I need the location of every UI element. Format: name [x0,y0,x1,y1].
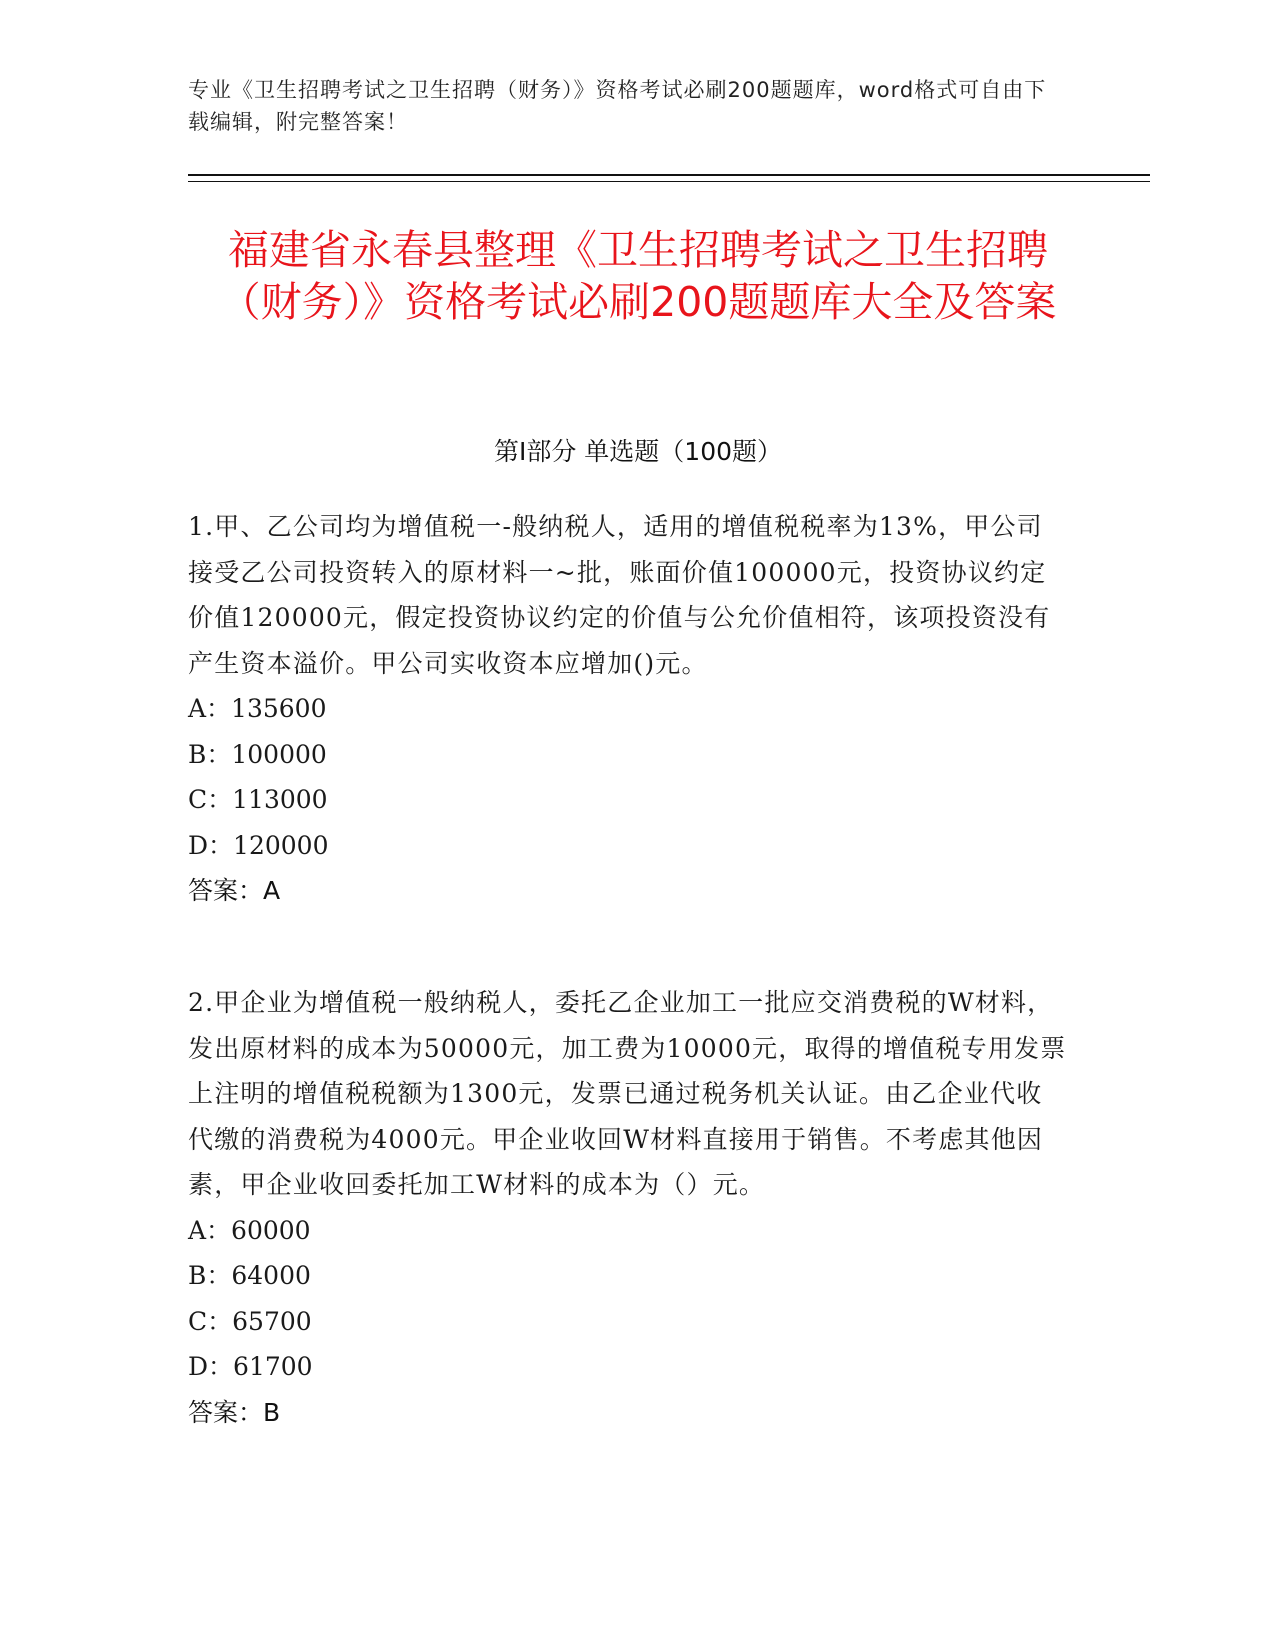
answer-label: 答案：B [188,1397,281,1427]
option-a: A：60000 [188,1215,311,1245]
question-1 [188,504,1068,914]
document-title: 福建省永春县整理《卫生招聘考试之卫生招聘（财务）》资格考试必刷200题题库大全及答案 [219,226,1057,326]
question-stem: 2.甲企业为增值税一般纳税人，委托乙企业加工一批应交消费税的W材料，发出原材料的成本为50000元，加工费为10000元，取得的增值税专用发票上注明的增值税税额为1300元，发票已通过税务机关认证。由乙企业代收代缴的消费税为4000元。甲企业收回W材料直接用于销售。不考虑其他因素，甲企业收回委托加工W材料的成本为（）元。 [188,988,1067,1199]
header-divider-thin [188,181,1150,182]
option-a: A：135600 [188,694,327,723]
option-c: C：65700 [188,1306,312,1336]
option-d: D：120000 [188,830,329,860]
question-stem: 1.甲、乙公司均为增值税一-般纳税人，适用的增值税税率为13%，甲公司接受乙公司投资转入的原材料一~批，账面价值100000元，投资协议约定价值120000元，假定投资协议约定的价值与公允价值相符，该项投资没有产生资本溢价。甲公司实收资本应增加()元。 [188,512,1051,678]
header-divider-thick [188,174,1150,176]
option-d: D：61700 [188,1352,313,1381]
option-b: B：64000 [188,1261,311,1290]
option-c: C：113000 [188,785,328,814]
section-title: 第Ⅰ部分 单选题（100题） [493,437,783,466]
option-b: B：100000 [188,739,327,769]
answer-label: 答案：A [188,876,281,905]
question-2 [188,980,1068,1435]
header-note: 专业《卫生招聘考试之卫生招聘（财务）》资格考试必刷200题题库，word格式可自由下载编辑，附完整答案！ [188,78,1047,134]
